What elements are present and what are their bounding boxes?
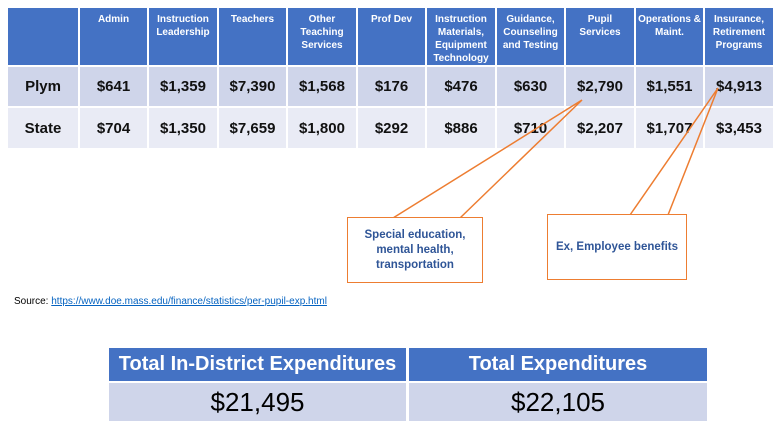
table-cell: $704	[80, 108, 147, 148]
row-label-plym: Plym	[8, 67, 78, 106]
table-cell: $3,453	[705, 108, 773, 148]
table-cell: $176	[358, 67, 425, 106]
total-in-district-value: $21,495	[109, 383, 406, 421]
table-cell: $292	[358, 108, 425, 148]
row-label-state: State	[8, 108, 78, 148]
header-instruction-materials: Instruction Materials, Equipment Technology	[427, 8, 495, 65]
table-cell: $641	[80, 67, 147, 106]
table-cell: $476	[427, 67, 495, 106]
table-cell: $1,800	[288, 108, 356, 148]
table-cell: $7,659	[219, 108, 286, 148]
total-expenditures-value: $22,105	[409, 383, 707, 421]
header-instruction-leadership: Instruction Leadership	[149, 8, 217, 65]
table-cell: $1,568	[288, 67, 356, 106]
total-expenditures-header: Total Expenditures	[409, 348, 707, 381]
table-cell: $2,790	[566, 67, 634, 106]
header-teachers: Teachers	[219, 8, 286, 65]
table-cell: $2,207	[566, 108, 634, 148]
table-cell: $1,350	[149, 108, 217, 148]
table-cell: $1,359	[149, 67, 217, 106]
table-cell: $1,551	[636, 67, 703, 106]
callout-insurance-text: Ex, Employee benefits	[555, 240, 679, 253]
table-cell: $4,913	[705, 67, 773, 106]
total-in-district-header: Total In-District Expenditures	[109, 348, 406, 381]
callout-insurance	[547, 214, 687, 280]
table-cell: $630	[497, 67, 564, 106]
table-cell: $886	[427, 108, 495, 148]
callout-pupil-services-text: Special education, mental health, transportation	[364, 228, 466, 271]
header-prof-dev: Prof Dev	[358, 8, 425, 65]
callout-pointer-pupil	[393, 100, 582, 218]
table-cell: $7,390	[219, 67, 286, 106]
source-line	[14, 296, 327, 307]
header-pupil-services: Pupil Services	[566, 8, 634, 65]
table-cell: $1,707	[636, 108, 703, 148]
header-admin: Admin	[80, 8, 147, 65]
source-prefix: Source:	[14, 296, 52, 307]
callout-pointer-insurance	[630, 88, 718, 215]
header-insurance: Insurance, Retirement Programs	[705, 8, 773, 65]
header-operations: Operations & Maint.	[636, 8, 703, 65]
source-link[interactable]: https://www.doe.mass.edu/finance/statistics/per-pupil-exp.html	[51, 296, 327, 307]
table-cell: $710	[497, 108, 564, 148]
header-guidance: Guidance, Counseling and Testing	[497, 8, 564, 65]
callout-pupil-services	[347, 217, 483, 283]
header-other-teaching-services: Other Teaching Services	[288, 8, 356, 65]
